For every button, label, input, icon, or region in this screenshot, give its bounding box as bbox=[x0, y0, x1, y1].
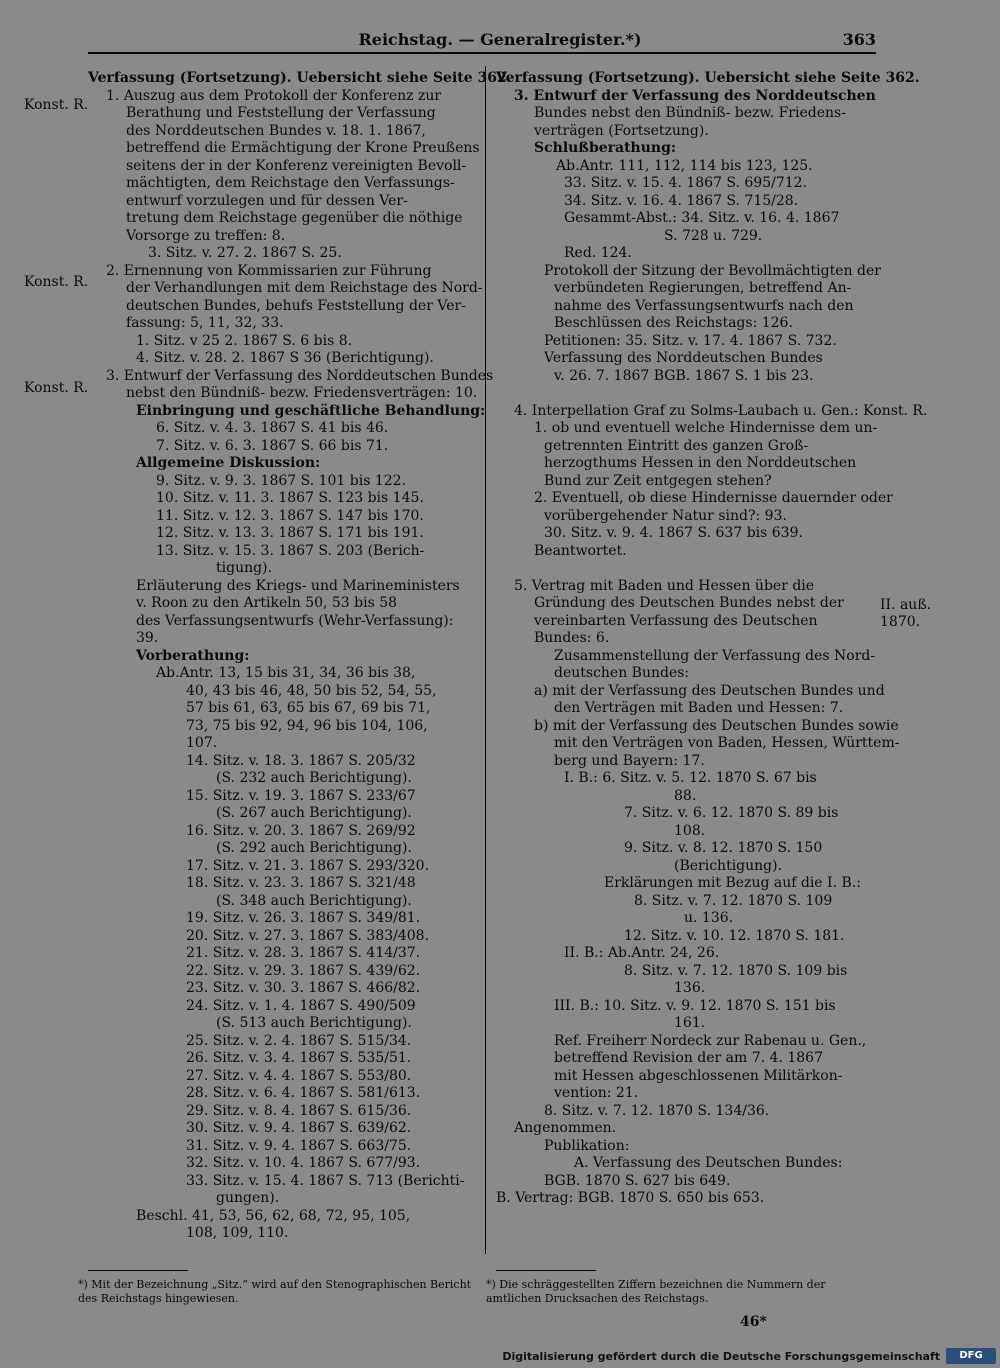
right-column-text-line: Erklärungen mit Bezug auf die I. B.: bbox=[604, 875, 861, 891]
left-column-text-line: 18. Sitz. v. 23. 3. 1867 S. 321/48 bbox=[186, 875, 416, 891]
left-column-text-line: 10. Sitz. v. 11. 3. 1867 S. 123 bis 145. bbox=[156, 490, 424, 506]
left-column-text-line: Allgemeine Diskussion: bbox=[136, 455, 321, 471]
right-column-text-line: Gesammt-Abst.: 34. Sitz. v. 16. 4. 1867 bbox=[564, 210, 840, 226]
left-column-text-line: (S. 232 auch Berichtigung). bbox=[216, 770, 412, 786]
left-column-text-line: (S. 513 auch Berichtigung). bbox=[216, 1015, 412, 1031]
right-column-text-line: S. 728 u. 729. bbox=[664, 227, 763, 244]
right-column-text-line: Verfassung des Norddeutschen Bundes bbox=[544, 350, 823, 366]
left-column-text-line: tretung dem Reichstage gegenüber die nöthige bbox=[126, 210, 463, 226]
left-column-text-line: 32. Sitz. v. 10. 4. 1867 S. 677/93. bbox=[186, 1155, 421, 1171]
left-column-text-line: betreffend die Ermächtigung der Krone Preußens bbox=[126, 140, 480, 156]
right-column-text-line: 108. bbox=[674, 822, 706, 839]
left-column-text-line: 107. bbox=[186, 735, 218, 751]
left-column-text-line: v. Roon zu den Artikeln 50, 53 bis 58 bbox=[136, 595, 398, 611]
left-column-text-line: 27. Sitz. v. 4. 4. 1867 S. 553/80. bbox=[186, 1067, 412, 1084]
right-column-text-line: verträgen (Fortsetzung). bbox=[534, 122, 709, 139]
left-column-text-line: 57 bis 61, 63, 65 bis 67, 69 bis 71, bbox=[186, 700, 431, 716]
left-column-text-line: Vorsorge zu treffen: 8. bbox=[126, 227, 286, 244]
left-column-text-line: des Verfassungsentwurfs (Wehr-Verfassung): bbox=[136, 612, 454, 629]
right-column-text-line: herzogthums Hessen in den Norddeutschen bbox=[544, 455, 857, 471]
left-column-text-line: 11. Sitz. v. 12. 3. 1867 S. 147 bis 170. bbox=[156, 507, 424, 524]
left-column-text-line: Vorberathung: bbox=[136, 647, 250, 664]
left-column-text-line: nebst den Bündniß- bezw. Friedensverträgen: 10. bbox=[126, 385, 478, 401]
right-column-text-line: Ab.Antr. 111, 112, 114 bis 123, 125. bbox=[556, 157, 813, 174]
page-number: 363 bbox=[842, 30, 876, 49]
left-column-text-line: (S. 267 auch Berichtigung). bbox=[216, 805, 412, 821]
left-column-text-line: 13. Sitz. v. 15. 3. 1867 S. 203 (Berich- bbox=[156, 542, 425, 559]
right-column-text-line: A. Verfassung des Deutschen Bundes: bbox=[574, 1155, 843, 1171]
margin-label-session: II. auß. bbox=[880, 597, 932, 613]
left-column-text-line: 26. Sitz. v. 3. 4. 1867 S. 535/51. bbox=[186, 1050, 412, 1066]
left-column-text-line: entwurf vorzulegen und für dessen Ver- bbox=[126, 192, 408, 209]
right-column-text-line: b) mit der Verfassung des Deutschen Bundes sowie bbox=[534, 717, 899, 734]
margin-label-year: 1870. bbox=[880, 614, 921, 630]
left-column-text-line: 4. Sitz. v. 28. 2. 1867 S 36 (Berichtigung). bbox=[136, 350, 434, 366]
left-column-text-line: 15. Sitz. v. 19. 3. 1867 S. 233/67 bbox=[186, 787, 416, 804]
footnote-right: *) Die schräggestellten Ziffern bezeichnen die Nummern der amtlichen Drucksachen des Reichstags. bbox=[486, 1278, 826, 1305]
page-header bbox=[0, 0, 1000, 56]
right-column-text-line: 7. Sitz. v. 6. 12. 1870 S. 89 bis bbox=[624, 805, 839, 821]
right-column-text-line: Bundes nebst den Bündniß- bezw. Friedens- bbox=[534, 105, 846, 121]
right-column-text-line: Beantwortet. bbox=[534, 542, 627, 559]
left-column-text-line: (S. 348 auch Berichtigung). bbox=[216, 892, 412, 909]
left-column-text-line: deutschen Bundes, behufs Feststellung der Ver- bbox=[126, 297, 466, 314]
right-column-text-line: 8. Sitz. v. 7. 12. 1870 S. 134/36. bbox=[544, 1102, 770, 1119]
right-column-text-line: Red. 124. bbox=[564, 245, 632, 261]
right-column-text-line: 30. Sitz. v. 9. 4. 1867 S. 637 bis 639. bbox=[544, 525, 803, 541]
right-column-text-line: Verfassung (Fortsetzung). Uebersicht siehe Seite 362. bbox=[496, 70, 920, 86]
right-column-text-line: II. B.: Ab.Antr. 24, 26. bbox=[564, 945, 720, 961]
left-column-text-line: 1. Sitz. v 25 2. 1867 S. 6 bis 8. bbox=[136, 332, 353, 349]
right-column-text-line: v. 26. 7. 1867 BGB. 1867 S. 1 bis 23. bbox=[554, 367, 814, 384]
left-column-text-line: 2. Ernennung von Kommissarien zur Führung bbox=[106, 262, 432, 279]
left-column-text-line: Einbringung und geschäftliche Behandlung: bbox=[136, 402, 486, 419]
right-column-text-line: vorübergehender Natur sind?: 93. bbox=[544, 507, 787, 524]
right-column-text-line: 33. Sitz. v. 15. 4. 1867 S. 695/712. bbox=[564, 175, 808, 191]
left-column-text-line: 17. Sitz. v. 21. 3. 1867 S. 293/320. bbox=[186, 857, 430, 874]
left-column-text-line: 3. Sitz. v. 27. 2. 1867 S. 25. bbox=[148, 245, 342, 261]
right-column-text-line: 2. Eventuell, ob diese Hindernisse dauernder oder bbox=[534, 490, 893, 506]
footnote-rule-right bbox=[496, 1270, 596, 1271]
digitization-credit: Digitalisierung gefördert durch die Deutsche Forschungsgemeinschaft bbox=[502, 1350, 940, 1363]
left-column-text-line: Berathung und Feststellung der Verfassung bbox=[126, 105, 436, 121]
left-column-text-line: 12. Sitz. v. 13. 3. 1867 S. 171 bis 191. bbox=[156, 525, 424, 541]
left-column-text-line: 40, 43 bis 46, 48, 50 bis 52, 54, 55, bbox=[186, 682, 437, 699]
left-column-text-line: 39. bbox=[136, 630, 159, 646]
margin-label-konst: Konst. R. bbox=[24, 380, 89, 396]
right-column-text-line: Zusammenstellung der Verfassung des Nord- bbox=[554, 647, 876, 664]
left-column-text-line: 3. Entwurf der Verfassung des Norddeutschen Bundes bbox=[106, 367, 494, 384]
right-column-text-line bbox=[496, 385, 878, 403]
left-column-text-line: 29. Sitz. v. 8. 4. 1867 S. 615/36. bbox=[186, 1102, 412, 1119]
right-column-text-line: III. B.: 10. Sitz. v. 9. 12. 1870 S. 151 bis bbox=[554, 997, 836, 1014]
right-column-text-line: 1. ob und eventuell welche Hindernisse dem un- bbox=[534, 420, 878, 436]
left-column-text-line: Verfassung (Fortsetzung). Uebersicht siehe Seite 362. bbox=[88, 70, 512, 86]
right-column-text-line bbox=[496, 560, 878, 578]
right-column-text-line: berg und Bayern: 17. bbox=[554, 752, 705, 769]
right-column-text-line: 88. bbox=[674, 787, 697, 804]
left-column-text-line: 19. Sitz. v. 26. 3. 1867 S. 349/81. bbox=[186, 910, 421, 926]
left-column-text-line: Ab.Antr. 13, 15 bis 31, 34, 36 bis 38, bbox=[156, 665, 416, 681]
right-column-text-line: (Berichtigung). bbox=[674, 857, 783, 874]
left-column-text-line: 28. Sitz. v. 6. 4. 1867 S. 581/613. bbox=[186, 1085, 421, 1101]
right-column-text-line: Bundes: 6. bbox=[534, 630, 610, 646]
right-column-text-line: Schlußberathung: bbox=[534, 140, 677, 156]
right-column-text-line: Ref. Freiherr Nordeck zur Rabenau u. Gen., bbox=[554, 1032, 867, 1049]
right-column-text-line: mit Hessen abgeschlossenen Militärkon- bbox=[554, 1067, 843, 1084]
left-column-text-line: gungen). bbox=[216, 1190, 280, 1206]
right-column-text-line: BGB. 1870 S. 627 bis 649. bbox=[544, 1172, 731, 1189]
signature-mark: 46* bbox=[740, 1314, 767, 1330]
right-column-text-line: vereinbarten Verfassung des Deutschen bbox=[534, 612, 818, 629]
right-column-text-line: I. B.: 6. Sitz. v. 5. 12. 1870 S. 67 bis bbox=[564, 770, 817, 786]
left-column-text-line: 7. Sitz. v. 6. 3. 1867 S. 66 bis 71. bbox=[156, 437, 389, 454]
running-title: Reichstag. — Generalregister.*) bbox=[358, 30, 642, 49]
footnote-rule-left bbox=[88, 1270, 188, 1271]
left-column bbox=[88, 70, 512, 1243]
left-column-text-line: 31. Sitz. v. 9. 4. 1867 S. 663/75. bbox=[186, 1137, 412, 1154]
left-column-text-line: der Verhandlungen mit dem Reichstage des Nord- bbox=[126, 280, 483, 296]
right-column-text-line: vention: 21. bbox=[554, 1085, 639, 1101]
left-column-text-line: fassung: 5, 11, 32, 33. bbox=[126, 315, 284, 331]
right-column-text-line: getrennten Eintritt des ganzen Groß- bbox=[544, 437, 809, 454]
right-column-text-line: 5. Vertrag mit Baden und Hessen über die bbox=[514, 577, 815, 594]
left-column-text-line: 108, 109, 110. bbox=[186, 1225, 289, 1241]
right-column-text-line: 34. Sitz. v. 16. 4. 1867 S. 715/28. bbox=[564, 192, 799, 209]
left-column-text-line: 16. Sitz. v. 20. 3. 1867 S. 269/92 bbox=[186, 822, 416, 839]
left-column-text-line: Beschl. 41, 53, 56, 62, 68, 72, 95, 105, bbox=[136, 1207, 411, 1224]
right-column-text-line: 9. Sitz. v. 8. 12. 1870 S. 150 bbox=[624, 840, 823, 856]
left-column-text-line: seitens der in der Konferenz vereinigten Bevoll- bbox=[126, 157, 467, 174]
column-divider bbox=[485, 66, 486, 1254]
margin-label-konst: Konst. R. bbox=[24, 97, 89, 113]
left-column-text-line: des Norddeutschen Bundes v. 18. 1. 1867, bbox=[126, 122, 426, 139]
right-column-text-line: nahme des Verfassungsentwurfs nach den bbox=[554, 297, 854, 314]
right-column-text-line: deutschen Bundes: bbox=[554, 665, 690, 681]
left-column-text-line: 24. Sitz. v. 1. 4. 1867 S. 490/509 bbox=[186, 997, 416, 1014]
right-column-text-line: Gründung des Deutschen Bundes nebst der bbox=[534, 595, 844, 611]
left-column-text-line: 20. Sitz. v. 27. 3. 1867 S. 383/408. bbox=[186, 927, 430, 944]
right-column-text-line: betreffend Revision der am 7. 4. 1867 bbox=[554, 1050, 823, 1066]
right-column-text-line: mit den Verträgen von Baden, Hessen, Württem- bbox=[554, 735, 900, 751]
dfg-logo: DFG bbox=[946, 1348, 996, 1364]
left-column-text-line: 33. Sitz. v. 15. 4. 1867 S. 713 (Berichti- bbox=[186, 1172, 465, 1189]
footnote-left: *) Mit der Bezeichnung „Sitz.“ wird auf den Stenographischen Bericht des Reichstags hingewiesen. bbox=[78, 1278, 472, 1305]
left-column-text-line: 9. Sitz. v. 9. 3. 1867 S. 101 bis 122. bbox=[156, 472, 407, 489]
left-column-text-line: 22. Sitz. v. 29. 3. 1867 S. 439/62. bbox=[186, 962, 421, 979]
right-column-text-line: B. Vertrag: BGB. 1870 S. 650 bis 653. bbox=[496, 1190, 765, 1206]
right-column-text-line: den Verträgen mit Baden und Hessen: 7. bbox=[554, 700, 844, 716]
right-column-text-line: Protokoll der Sitzung der Bevollmächtigten der bbox=[544, 262, 881, 279]
left-column-text-line: 25. Sitz. v. 2. 4. 1867 S. 515/34. bbox=[186, 1032, 412, 1049]
right-column-text-line: Angenommen. bbox=[514, 1120, 617, 1136]
left-column-text-line: Erläuterung des Kriegs- und Marineministers bbox=[136, 577, 460, 594]
left-column-text-line: 73, 75 bis 92, 94, 96 bis 104, 106, bbox=[186, 717, 428, 734]
right-column-text-line: 8. Sitz. v. 7. 12. 1870 S. 109 bbox=[634, 892, 833, 909]
right-column-text-line: 136. bbox=[674, 980, 706, 996]
margin-label-konst: Konst. R. bbox=[24, 274, 89, 290]
right-column-text-line: 161. bbox=[674, 1015, 706, 1031]
right-column-text-line: 3. Entwurf der Verfassung des Norddeutschen bbox=[514, 87, 876, 104]
header-rule bbox=[88, 52, 876, 54]
left-column-text-line: 1. Auszug aus dem Protokoll der Konferenz zur bbox=[106, 87, 442, 104]
right-column-text-line: Publikation: bbox=[544, 1137, 630, 1154]
left-column-text-line: 23. Sitz. v. 30. 3. 1867 S. 466/82. bbox=[186, 980, 421, 996]
left-column-text-line: 21. Sitz. v. 28. 3. 1867 S. 414/37. bbox=[186, 945, 421, 961]
right-column-text-line: u. 136. bbox=[684, 910, 734, 926]
right-column-text-line: a) mit der Verfassung des Deutschen Bundes und bbox=[534, 682, 885, 699]
left-column-text-line: mächtigten, dem Reichstage den Verfassungs- bbox=[126, 175, 455, 191]
right-column-text-line: Beschlüssen des Reichstags: 126. bbox=[554, 315, 793, 331]
right-column-text-line: 8. Sitz. v. 7. 12. 1870 S. 109 bis bbox=[624, 962, 848, 979]
left-column-text-line: (S. 292 auch Berichtigung). bbox=[216, 840, 412, 856]
right-column-text-line: Bund zur Zeit entgegen stehen? bbox=[544, 472, 772, 489]
left-column-text-line: tigung). bbox=[216, 560, 272, 576]
left-column-text-line: 14. Sitz. v. 18. 3. 1867 S. 205/32 bbox=[186, 752, 416, 769]
right-column-text-line: verbündeten Regierungen, betreffend An- bbox=[554, 280, 852, 296]
left-column-text-line: 30. Sitz. v. 9. 4. 1867 S. 639/62. bbox=[186, 1120, 412, 1136]
right-column-text-line: 4. Interpellation Graf zu Solms-Laubach u. Gen.: Konst. R. bbox=[514, 402, 928, 419]
right-column-text-line: 12. Sitz. v. 10. 12. 1870 S. 181. bbox=[624, 927, 845, 944]
right-column-text-line: Petitionen: 35. Sitz. v. 17. 4. 1867 S. 732. bbox=[544, 332, 837, 349]
left-column-text-line: 6. Sitz. v. 4. 3. 1867 S. 41 bis 46. bbox=[156, 420, 389, 436]
